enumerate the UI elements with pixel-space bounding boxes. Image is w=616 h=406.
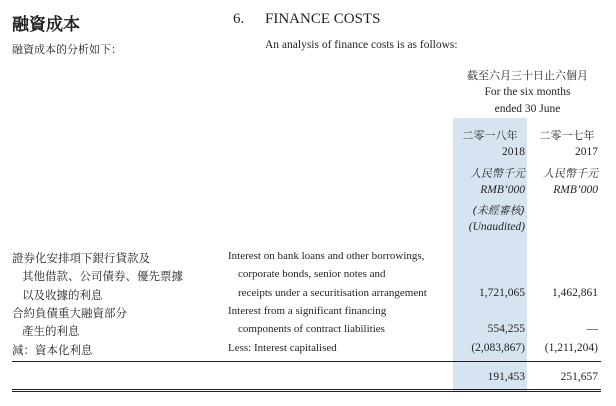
row1-en-line3: receipts under a securitisation arrangement <box>238 287 427 299</box>
year-2017: 2017 <box>575 146 598 158</box>
total-rule-upper <box>12 389 601 390</box>
zh-intro-text: 融資成本的分析如下： <box>12 43 122 56</box>
status-2018-en: (Unaudited) <box>468 221 525 233</box>
total-2017: 251,657 <box>560 371 598 383</box>
period-en-line1: For the six months <box>484 86 571 98</box>
row2-value-2018: 554,255 <box>487 323 525 335</box>
row2-zh-line2: 產生的利息 <box>22 324 80 338</box>
row1-value-2018: 1,721,065 <box>479 287 525 299</box>
row1-value-2017: 1,462,861 <box>552 287 598 299</box>
row3-en: Less: Interest capitalised <box>228 342 337 354</box>
row1-zh-line2: 其他借款、公司債券、優先票據 <box>22 269 183 283</box>
row1-zh-line3: 以及收據的利息 <box>22 288 103 302</box>
status-2018-zh: (未經審核) <box>472 204 525 217</box>
en-intro-text: An analysis of finance costs is as follows: <box>265 39 458 51</box>
year-2018: 2018 <box>502 146 525 158</box>
unit-2018-en: RMB’000 <box>480 184 525 196</box>
unit-2017-zh: 人民幣千元 <box>543 167 598 180</box>
row1-en-line2: corporate bonds, senior notes and <box>238 268 386 280</box>
row2-value-2017: — <box>586 323 598 335</box>
period-en-line2: ended 30 June <box>494 103 561 115</box>
en-section-title: FINANCE COSTS <box>265 11 381 27</box>
unit-2017-en: RMB’000 <box>553 184 598 196</box>
row2-en-line2: components of contract liabilities <box>238 323 385 335</box>
period-zh: 截至六月三十日止六個月 <box>467 69 588 82</box>
unit-2018-zh: 人民幣千元 <box>470 167 525 180</box>
year-2018-zh: 二零一八年 <box>462 129 518 142</box>
row2-en-line1: Interest from a significant financing <box>228 305 387 317</box>
row3-zh: 減：資本化利息 <box>12 343 93 357</box>
total-rule-lower <box>12 391 601 392</box>
note-number: 6. <box>233 11 245 27</box>
year-2017-zh: 二零一七年 <box>539 129 595 142</box>
zh-section-title: 融資成本 <box>12 15 80 35</box>
total-2018: 191,453 <box>487 371 525 383</box>
row3-value-2017: (1,211,204) <box>544 342 598 354</box>
subtotal-rule <box>12 361 601 362</box>
row1-en-line1: Interest on bank loans and other borrowings, <box>228 250 425 262</box>
row1-zh-line1: 證券化安排項下銀行貸款及 <box>12 251 150 265</box>
row3-value-2018: (2,083,867) <box>471 342 525 354</box>
row2-zh-line1: 合約負債重大融資部分 <box>12 306 127 320</box>
